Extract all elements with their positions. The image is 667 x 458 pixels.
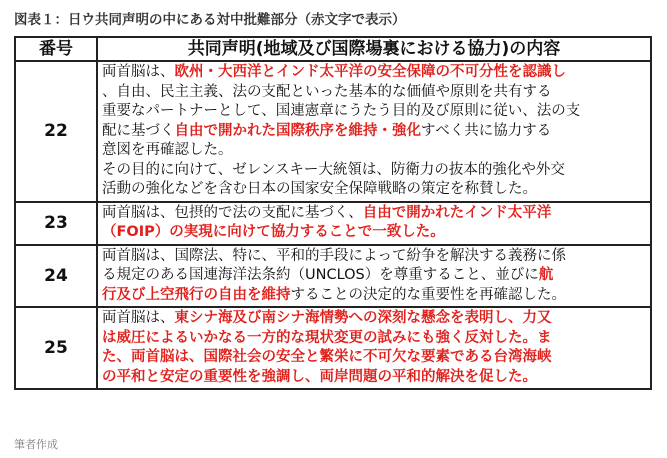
row-number: 23 (15, 202, 97, 245)
row-number: 22 (15, 61, 97, 202)
body-text: すべく共に協力する (421, 122, 552, 139)
table-row (15, 245, 651, 308)
body-text: 重要なパートナーとして、国連憲章にうたう目的及び原則に従い、法の支 (102, 103, 581, 119)
table-row (15, 202, 651, 245)
content-line (102, 266, 646, 286)
author-note: 筆者作成 (14, 438, 58, 451)
content-line (102, 223, 646, 243)
content-line (102, 309, 646, 329)
content-line (102, 247, 646, 267)
body-text: 両首脳は、 (102, 310, 175, 326)
statement-table (14, 36, 652, 390)
highlighted-text: 航 (538, 267, 554, 283)
table-header-row (15, 37, 651, 61)
content-line (102, 161, 646, 181)
statement-table-container (14, 36, 652, 390)
header-number: 番号 (15, 37, 97, 61)
content-line (102, 102, 646, 122)
body-text: 両首脳は、包摂的で法の支配に基づく、 (102, 204, 363, 221)
row-content (97, 245, 651, 308)
highlighted-text: 欧州・大西洋とインド太平洋の安全保障の不可分性を認識し (174, 64, 566, 80)
content-line (102, 141, 646, 161)
highlighted-text: 自由で開かれた国際秩序を維持・強化 (174, 122, 421, 139)
content-line (102, 122, 646, 142)
table-row (15, 61, 651, 202)
highlighted-text: 自由で開かれたインド太平洋 (362, 204, 552, 221)
highlighted-text: は威圧によるいかなる一方的な現状変更の試みにも強く反対した。ま (102, 329, 552, 346)
table-row (15, 307, 651, 389)
body-text: 、自由、民主主義、法の支配といった基本的な価値や原則を共有する (102, 83, 552, 100)
content-line (102, 329, 646, 349)
content-line (102, 348, 646, 368)
content-line (102, 63, 646, 83)
body-text: 両首脳は、国際法、特に、平和的手段によって紛争を解決する義務に係 (102, 247, 566, 264)
highlighted-text: の平和と安定の重要性を強調し、両岸問題の平和的解決を促した。 (102, 368, 537, 385)
highlighted-text: 東シナ海及び南シナ海情勢への深刻な懸念を表明し、力又 (174, 310, 552, 326)
header-content: 共同声明(地域及び国際場裏における協力)の内容 (97, 37, 651, 61)
content-line (102, 204, 646, 224)
content-line (102, 286, 646, 306)
highlighted-text: た、両首脳は、国際社会の安全と繁栄に不可欠な要素である台湾海峡 (102, 349, 552, 365)
row-number: 25 (15, 307, 97, 389)
body-text: 活動の強化などを含む日本の国家安全保障戦略の策定を称賛した。 (102, 181, 537, 197)
content-line (102, 368, 646, 388)
row-number: 24 (15, 245, 97, 308)
body-text: 意図を再確認した。 (102, 142, 233, 158)
body-text: る規定のある国連海洋法条約（UNCLOS）を尊重すること、並びに (102, 267, 539, 283)
row-content (97, 61, 651, 202)
highlighted-text: （FOIP）の実現に向けて協力することで一致した。 (102, 224, 445, 240)
body-text: 配に基づく (102, 122, 175, 139)
body-text: その目的に向けて、ゼレンスキー大統領は、防衛力の抜本的強化や外交 (102, 161, 565, 178)
content-line (102, 180, 646, 200)
row-content (97, 307, 651, 389)
content-line (102, 83, 646, 103)
body-text: することの決定的な重要性を再確認した。 (290, 286, 566, 303)
body-text: 両首脳は、 (102, 64, 175, 80)
row-content (97, 202, 651, 245)
highlighted-text: 行及び上空飛行の自由を維持 (102, 286, 291, 303)
figure-caption: 図表１：日ウ共同声明の中にある対中批難部分（赤文字で表示） (14, 12, 406, 28)
